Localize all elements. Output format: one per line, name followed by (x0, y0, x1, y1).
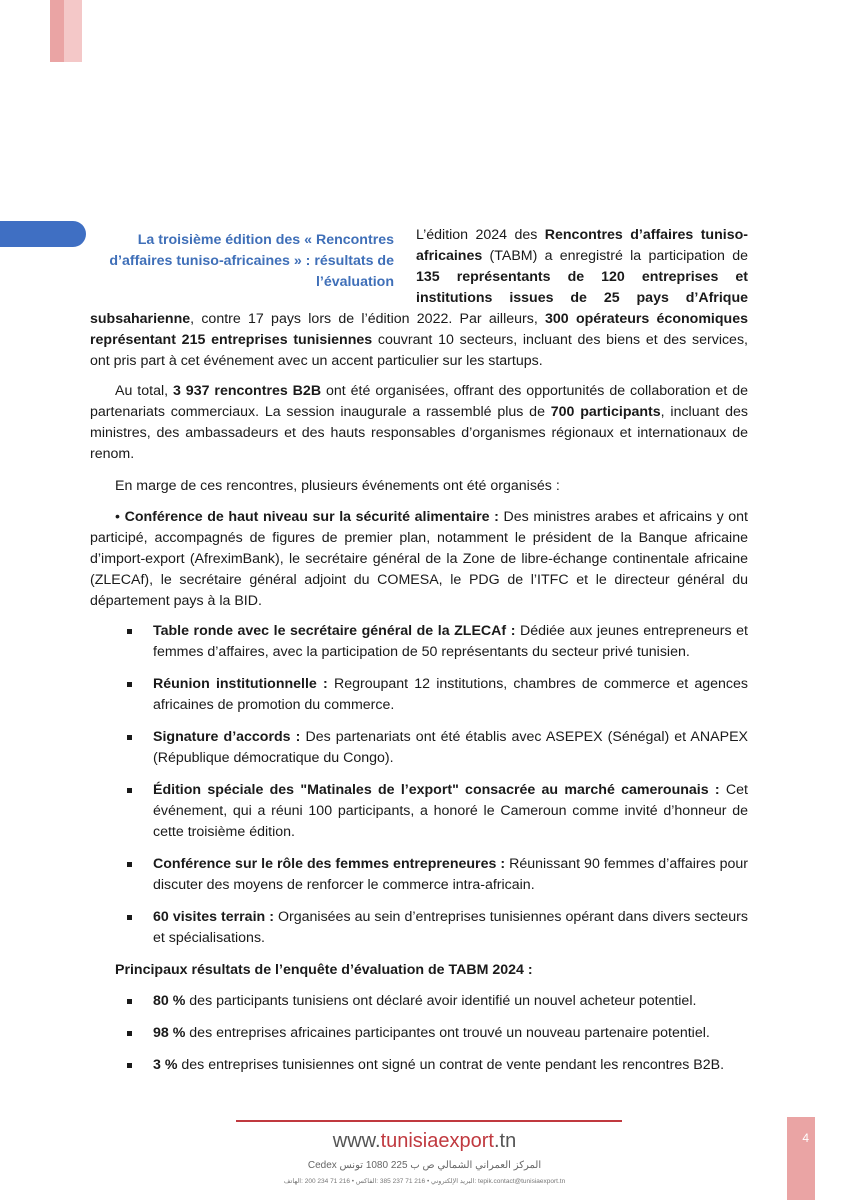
results-list (90, 991, 748, 1087)
event-title: Réunion institutionnelle : (153, 676, 328, 692)
intro-text: , contre 17 pays lors de l’édition 2022. Par ailleurs, (190, 311, 546, 327)
event-description: Réunissant 90 femmes d’affaires pour discuter des moyens de renforcer le commerce intra-africain. (153, 856, 748, 893)
event-title: Conférence sur le rôle des femmes entrepreneures : (153, 856, 506, 872)
list-item (90, 991, 748, 1012)
url-suffix: .tn (493, 1130, 517, 1152)
b2b-paragraph (90, 381, 748, 465)
event-title: 60 visites terrain : (153, 909, 274, 925)
square-bullet-icon (127, 999, 132, 1004)
result-text: des entreprises africaines participantes ont trouvé un nouveau partenaire potentiel. (185, 1025, 710, 1041)
list-item (90, 780, 748, 843)
result-value: 3 % (153, 1057, 178, 1073)
section-marker-tab (0, 221, 86, 247)
event-title: Table ronde avec le secrétaire général de la ZLECAf : (153, 623, 516, 639)
event-title: Signature d’accords : (153, 729, 301, 745)
list-item (90, 727, 748, 769)
footer-contact: tepik.contact@tunisiaexport.tn :البريد الإلكتروني • 216 71 237 385 :الفاكس • 216 71 234 200 :الهاتف (283, 1178, 566, 1185)
square-bullet-icon (127, 1031, 132, 1036)
intro-text: couvrant 10 secteurs, incluant des biens et des services, ont pris part à cet événement avec un accent particulier sur les startups. (90, 332, 748, 369)
event-description: Organisées au sein d’entreprises tunisiennes opérant dans divers secteurs et spécialisations. (153, 909, 749, 946)
list-item (90, 674, 748, 716)
results-heading: Principaux résultats de l’enquête d’évaluation de TABM 2024 : (115, 962, 533, 978)
b2b-text: , incluant des ministres, des ambassadeurs et des hauts responsables d’organismes régionaux et internationaux de renom. (90, 404, 749, 462)
header-decoration-bar (50, 0, 64, 62)
list-item (90, 907, 748, 949)
square-bullet-icon (127, 735, 132, 740)
events-intro-paragraph: En marge de ces rencontres, plusieurs événements ont été organisés : (115, 478, 560, 494)
result-text: des participants tunisiens ont déclaré avoir identifié un nouvel acheteur potentiel. (185, 993, 697, 1009)
intro-text: L’édition 2024 des (416, 227, 545, 243)
bullet-dot-icon: • (115, 509, 120, 525)
header-decoration-bar-light (64, 0, 82, 62)
intro-paragraph (90, 225, 748, 372)
event-description: Des partenariats ont été établis avec ASEPEX (Sénégal) et ANAPEX (République démocratique du Congo). (153, 729, 748, 766)
square-bullet-icon (127, 1063, 132, 1068)
event-description: Cet événement, qui a réuni 100 participants, a honoré le Cameroun comme invité d’honneur de cette troisième édition. (153, 782, 748, 840)
events-list (90, 621, 748, 960)
url-brand: tunisiaexport (380, 1130, 494, 1152)
list-item (90, 621, 748, 663)
footer-address: المركز العمراني الشمالي ص ب 225 1080 تونس Cedex (307, 1160, 542, 1171)
footer-divider (236, 1120, 622, 1122)
event-description: Dédiée aux jeunes entrepreneurs et femmes d’affaires, avec la participation de 50 représentants du secteur privé tunisien. (153, 623, 748, 660)
list-item (90, 1055, 748, 1076)
result-value: 98 % (153, 1025, 186, 1041)
url-prefix: www. (332, 1130, 381, 1152)
square-bullet-icon (127, 862, 132, 867)
page-number: 4 (802, 1131, 809, 1145)
conference-text: Des ministres arabes et africains y ont participé, accompagnés de figures de premier plan, notamment le président de la Banque africaine d’import-export (AfreximBank), le secrétaire général de la Zone de libre-échange continentale africaine (ZLECAf), le secrétaire général adjoint du COMESA, le PDG de l’ITFC et le directeur général du département pays à la BID. (90, 509, 748, 609)
square-bullet-icon (127, 788, 132, 793)
list-item (90, 1023, 748, 1044)
b2b-count: 3 937 rencontres B2B (172, 383, 322, 399)
page-number-tab (787, 1117, 815, 1200)
food-security-paragraph (90, 507, 748, 612)
list-item (90, 854, 748, 896)
event-description: Regroupant 12 institutions, chambres de commerce et agences africaines de promotion du commerce. (153, 676, 748, 713)
event-title: Édition spéciale des "Matinales de l’export" consacrée au marché camerounais : (153, 782, 720, 798)
square-bullet-icon (127, 915, 132, 920)
square-bullet-icon (127, 629, 132, 634)
b2b-text: ont été organisées, offrant des opportunités de collaboration et de partenariats commerciaux. La session inaugurale a rassemblé plus de (90, 383, 748, 420)
participants-count: 700 participants (550, 404, 661, 420)
participation-figure: 135 représentants de 120 entreprises et institutions issues de 25 pays d’Afrique subsaharienne (90, 269, 748, 327)
b2b-text: Au total, (115, 383, 173, 399)
conference-title: Conférence de haut niveau sur la sécurité alimentaire : (124, 509, 499, 525)
result-value: 80 % (153, 993, 186, 1009)
operators-figure: 300 opérateurs économiques représentant 215 entreprises tunisiennes (90, 311, 748, 348)
square-bullet-icon (127, 682, 132, 687)
event-name: Rencontres d’affaires tuniso-africaines (416, 227, 748, 264)
intro-text: (TABM) a enregistré la participation de (482, 248, 748, 264)
result-text: des entreprises tunisiennes ont signé un contrat de vente pendant les rencontres B2B. (177, 1057, 725, 1073)
footer-website-link[interactable] (0, 1130, 849, 1153)
pull-quote: La troisième édition des « Rencontres d’affaires tuniso-africaines » : résultats de l’évaluation (109, 232, 394, 290)
